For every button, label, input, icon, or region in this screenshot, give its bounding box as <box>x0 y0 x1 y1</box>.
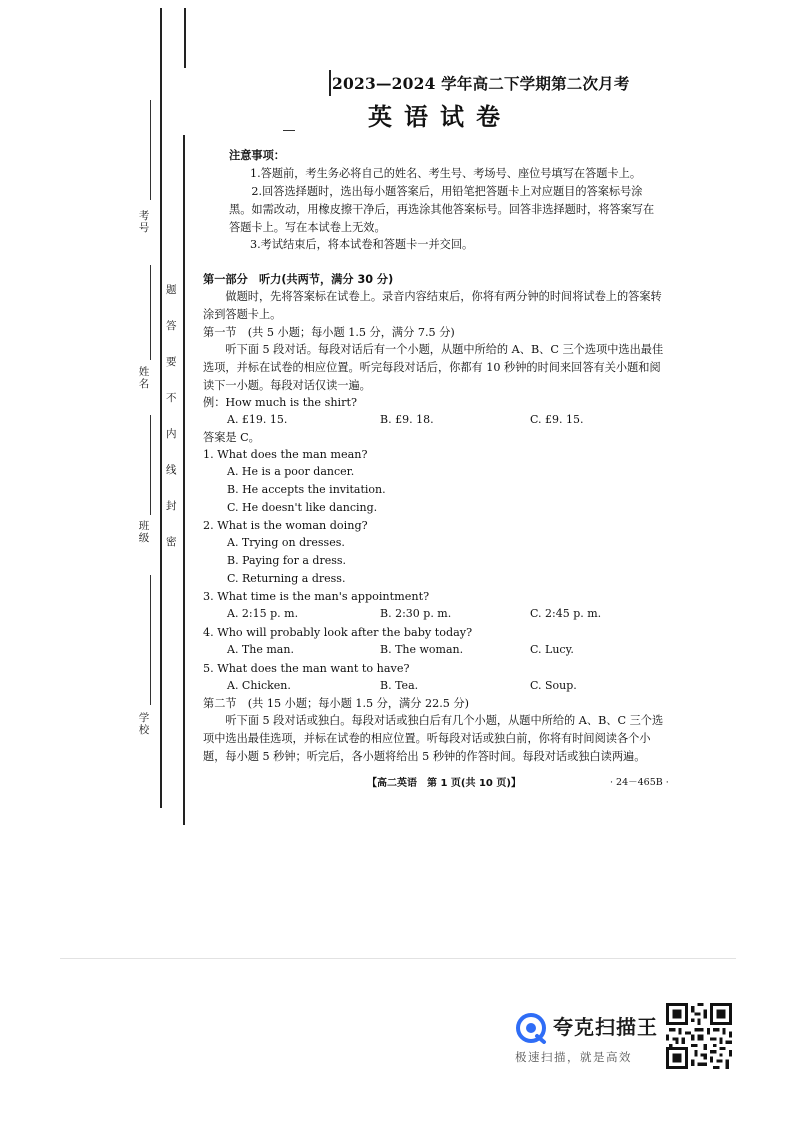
q3-option-a: A. 2:15 p. m. <box>227 607 299 620</box>
question-2: 2. What is the woman doing? <box>203 519 368 532</box>
q4-option-a: A. The man. <box>227 643 294 656</box>
field-label-class: 班级 <box>138 520 150 544</box>
margin-char-3: 要 <box>166 356 177 368</box>
example-answer: 答案是 C。 <box>203 431 260 444</box>
binding-line-inner <box>184 8 186 68</box>
margin-char-6: 线 <box>166 464 177 476</box>
field-underline-exam-number <box>150 100 151 200</box>
scanner-logo-icon <box>515 1012 547 1044</box>
example-question: 例：How much is the shirt? <box>203 396 357 409</box>
page-footer: 【高二英语 第 1 页(共 10 页)】 <box>367 778 521 789</box>
example-option-b: B. £9. 18. <box>380 413 434 426</box>
example-option-a: A. £19. 15. <box>227 413 288 426</box>
section1-instruction: 听下面 5 段对话。每段对话后有一个小题，从题中所给的 A、B、C 三个选项中选出最佳选项，并标在试卷的相应位置。听完每段对话后，你都有 10 秒钟的时间来回答有关小题和阅读下一小题。每段对话仅读一遍。 <box>203 343 664 392</box>
exam-title: 2023—2024 学年高二下学期第二次月考 <box>332 74 630 93</box>
margin-char-4: 不 <box>166 392 177 404</box>
notice-item-2: 2.回答选择题时，选出每小题答案后，用铅笔把答题卡上对应题目的答案标号涂黑。如需改动，用橡皮擦干净后，再选涂其他答案标号。回答非选择题时，将答案写在答题卡上。写在本试卷上无效。 <box>229 185 655 234</box>
margin-dash <box>283 130 295 131</box>
q5-option-c: C. Soup. <box>530 679 577 692</box>
margin-char-5: 内 <box>166 428 177 440</box>
q5-option-b: B. Tea. <box>380 679 419 692</box>
q2-option-c: C. Returning a dress. <box>227 572 346 585</box>
q2-option-b: B. Paying for a dress. <box>227 554 346 567</box>
watermark-divider <box>60 958 736 959</box>
example-option-c: C. £9. 15. <box>530 413 584 426</box>
binding-line-outer <box>160 8 162 808</box>
question-4: 4. Who will probably look after the baby today? <box>203 626 473 639</box>
q3-option-c: C. 2:45 p. m. <box>530 607 602 620</box>
question-3: 3. What time is the man's appointment? <box>203 590 430 603</box>
scanner-tagline: 极速扫描，就是高效 <box>515 1050 632 1064</box>
notice-item-1: 1.答题前，考生务必将自己的姓名、考生号、考场号、座位号填写在答题卡上。 <box>250 167 642 180</box>
question-1: 1. What does the man mean? <box>203 448 368 461</box>
section2-heading: 第二节 (共 15 小题；每小题 1.5 分，满分 22.5 分) <box>203 697 470 710</box>
field-underline-school <box>150 575 151 705</box>
q4-option-c: C. Lucy. <box>530 643 574 656</box>
part1-instruction: 做题时，先将答案标在试卷上。录音内容结束后，你将有两分钟的时间将试卷上的答案转涂到答题卡上。 <box>203 290 662 321</box>
field-label-name: 姓名 <box>138 366 150 390</box>
field-underline-name <box>150 265 151 360</box>
field-label-exam-number: 考号 <box>138 210 150 234</box>
q1-option-b: B. He accepts the invitation. <box>227 483 386 496</box>
field-underline-class <box>150 415 151 515</box>
field-label-school: 学校 <box>138 712 150 736</box>
qr-code-icon <box>666 1003 732 1069</box>
margin-char-8: 密 <box>166 536 177 548</box>
margin-char-1: 题 <box>166 284 177 296</box>
q2-option-a: A. Trying on dresses. <box>227 536 345 549</box>
notice-item-3: 3.考试结束后，将本试卷和答题卡一并交回。 <box>250 238 474 251</box>
part1-heading: 第一部分 听力(共两节，满分 30 分) <box>203 273 394 286</box>
binding-line-inner-lower <box>183 135 185 825</box>
q4-option-b: B. The woman. <box>380 643 464 656</box>
title-bar <box>329 70 331 96</box>
question-5: 5. What does the man want to have? <box>203 662 410 675</box>
margin-char-2: 答 <box>166 320 177 332</box>
q3-option-b: B. 2:30 p. m. <box>380 607 452 620</box>
q1-option-a: A. He is a poor dancer. <box>227 465 355 478</box>
exam-subject: 英语试卷 <box>368 103 512 131</box>
q1-option-c: C. He doesn't like dancing. <box>227 501 378 514</box>
paper-code: · 24－465B · <box>610 777 669 788</box>
margin-char-7: 封 <box>166 500 177 512</box>
notice-heading: 注意事项： <box>229 149 285 162</box>
section1-heading: 第一节 (共 5 小题；每小题 1.5 分，满分 7.5 分) <box>203 326 455 339</box>
scanner-brand-name: 夸克扫描王 <box>553 1015 658 1039</box>
q5-option-a: A. Chicken. <box>227 679 291 692</box>
section2-instruction: 听下面 5 段对话或独白。每段对话或独白后有几个小题，从题中所给的 A、B、C 三个选项中选出最佳选项，并标在试卷的相应位置。听每段对话或独白前，你将有时间阅读各个小题，每小题 5 秒钟；听完后，各小题将给出 5 秒钟的作答时间。每段对话或独白读两遍。 <box>203 714 664 763</box>
